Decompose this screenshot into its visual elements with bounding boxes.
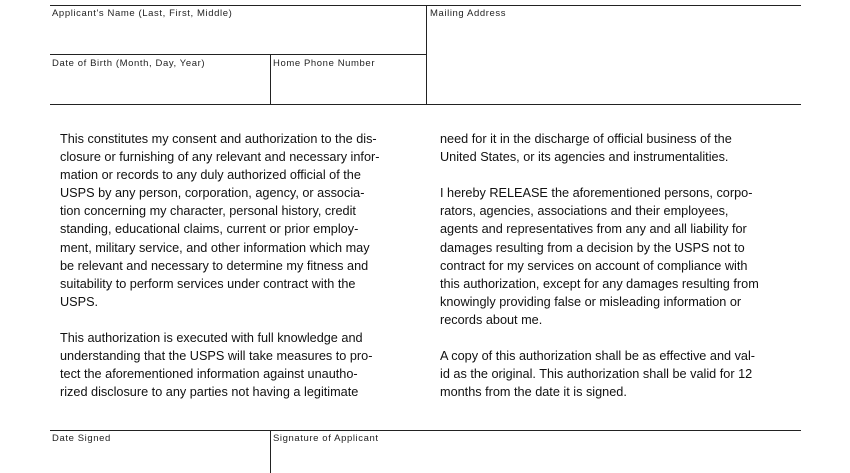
consent-text-right-column [440, 130, 790, 401]
text-line: need for it in the discharge of official business of the [440, 132, 732, 146]
home-phone-label: Home Phone Number [273, 58, 376, 69]
text-line: agents and representatives from any and all liability for [440, 222, 747, 237]
text-line: standing, educational claims, current or prior employ- [60, 222, 359, 237]
field-divider [50, 54, 426, 55]
text-line: closure or furnishing of any relevant and necessary infor- [60, 150, 380, 165]
applicant-name-label: Applicant's Name (Last, First, Middle) [52, 8, 233, 19]
mailing-address-label: Mailing Address [430, 8, 507, 19]
signature-label: Signature of Applicant [273, 433, 379, 444]
text-line: This authorization is executed with full knowledge and [60, 331, 363, 346]
date-signed-label: Date Signed [52, 433, 111, 444]
text-line: rators, agencies, associations and their employees, [440, 204, 729, 219]
text-line: USPS by any person, corporation, agency, or associa- [60, 186, 365, 201]
text-line: A copy of this authorization shall be as effective and val- [440, 349, 756, 364]
text-line: be relevant and necessary to determine my fitness and [60, 258, 369, 273]
consent-text-left-column [60, 130, 408, 401]
text-line: suitability to perform services under contract with the [60, 276, 356, 291]
text-line: months from the date it is signed. [440, 385, 627, 400]
text-line: knowingly providing false or misleading information or [440, 294, 742, 309]
text-line: I hereby RELEASE the aforementioned persons, corpo- [440, 186, 753, 201]
text-line: United States, or its agencies and instrumentalities. [440, 150, 729, 165]
field-divider [426, 6, 427, 104]
text-line: contract for my services on account of compliance with [440, 258, 748, 273]
text-line: tion concerning my character, personal history, credit [60, 204, 356, 219]
text-line: records about me. [440, 312, 543, 327]
text-line: understanding that the USPS will take measures to pro- [60, 349, 373, 364]
text-line: this authorization, except for any damages resulting from [440, 276, 759, 291]
text-line: tect the aforementioned information against unautho- [60, 367, 358, 382]
text-line: ment, military service, and other information which may [60, 240, 370, 255]
text-line: This constitutes my consent and authorization to the dis- [60, 132, 377, 146]
field-divider [270, 431, 271, 473]
text-line: mation or records to any duly authorized official of the [60, 168, 361, 183]
date-of-birth-label: Date of Birth (Month, Day, Year) [52, 58, 206, 69]
text-line: USPS. [60, 294, 99, 309]
field-divider [270, 54, 271, 104]
signature-section [50, 430, 801, 473]
text-line: id as the original. This authorization shall be valid for 12 [440, 367, 753, 382]
text-line: rized disclosure to any parties not having a legitimate [60, 385, 359, 400]
mailing-address-field[interactable] [427, 6, 801, 104]
applicant-info-section [50, 5, 801, 105]
text-line: damages resulting from a decision by the USPS not to [440, 240, 745, 255]
